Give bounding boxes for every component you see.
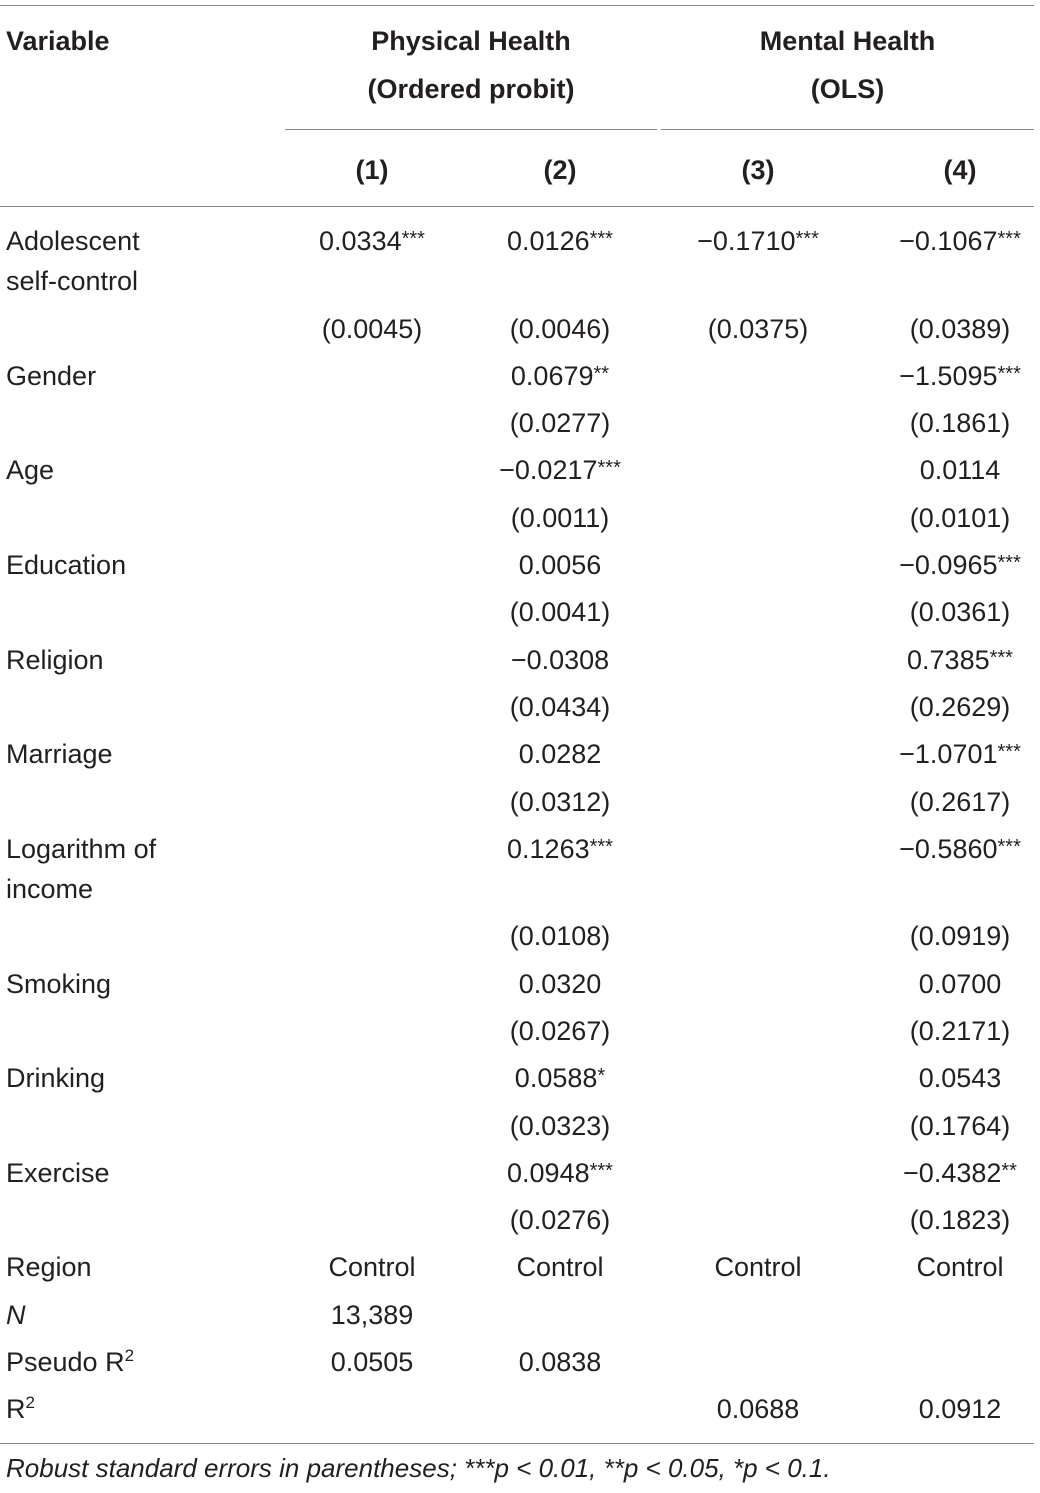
significance-stars: *** — [597, 457, 621, 480]
coef-value: 0.0700 — [918, 968, 1002, 999]
std-error-cell: (0.2171) — [909, 1015, 1011, 1046]
row-label: Drinking — [6, 1063, 106, 1094]
significance-stars: *** — [997, 835, 1021, 858]
coef-cell — [860, 356, 1040, 396]
coef-cell — [860, 221, 1040, 261]
coef-cell — [860, 545, 1040, 585]
coef-value: 0.0679 — [510, 360, 594, 391]
col-1-header: (1) — [355, 155, 389, 185]
stat-value: 0.0688 — [716, 1394, 800, 1425]
std-error-cell: (0.0277) — [509, 408, 611, 439]
coef-cell — [460, 829, 660, 869]
std-error-cell: (0.0434) — [509, 691, 611, 722]
stat-label-text: N — [6, 1299, 26, 1330]
coef-value: −0.0308 — [510, 644, 610, 675]
coef-cell — [460, 964, 660, 1004]
coef-value: 0.0056 — [518, 550, 602, 580]
coef-cell — [460, 450, 660, 490]
std-error-cell: (0.0389) — [909, 313, 1011, 344]
significance-stars: ** — [1001, 1159, 1017, 1182]
coef-cell — [460, 1153, 660, 1193]
group2-subtitle: (OLS) — [810, 74, 885, 104]
significance-stars: * — [597, 1065, 606, 1088]
stat-value: Control — [328, 1252, 416, 1283]
coef-cell — [658, 221, 858, 261]
std-error-cell: (0.0041) — [509, 597, 611, 628]
superscript: 2 — [25, 1393, 35, 1413]
row-label: self-control — [6, 266, 139, 296]
coef-cell — [860, 829, 1040, 869]
std-error-cell: (0.0276) — [509, 1205, 611, 1236]
significance-stars: *** — [997, 228, 1021, 250]
stat-value: Control — [714, 1252, 802, 1283]
col-4-header: (4) — [943, 155, 977, 185]
std-error-cell: (0.1861) — [909, 408, 1011, 439]
group1-subtitle: (Ordered probit) — [367, 74, 575, 104]
significance-stars: *** — [997, 741, 1021, 764]
std-error-cell: (0.0101) — [909, 502, 1011, 533]
coef-value: −1.5095 — [899, 360, 998, 391]
coef-cell — [860, 450, 1040, 490]
significance-stars: ** — [593, 362, 610, 385]
coef-value: 0.0948 — [507, 1157, 590, 1188]
significance-stars: *** — [795, 228, 819, 250]
stat-label-text: Pseudo R — [6, 1347, 125, 1377]
std-error-cell: (0.0267) — [509, 1015, 611, 1046]
group1-title: Physical Health — [371, 26, 571, 56]
std-error-cell: (0.2629) — [909, 691, 1011, 722]
stat-value: 0.0505 — [330, 1347, 414, 1377]
significance-stars: *** — [989, 646, 1013, 669]
std-error-cell: (0.0375) — [707, 313, 809, 344]
coef-value: 0.7385 — [907, 644, 990, 675]
coef-value: −0.5860 — [899, 833, 998, 864]
std-error-cell: (0.1764) — [909, 1110, 1011, 1141]
coef-value: −0.4382 — [903, 1157, 1002, 1188]
top-rule — [0, 5, 1034, 6]
std-error-cell: (0.2617) — [909, 786, 1011, 817]
coef-value: 0.0320 — [518, 968, 602, 999]
coef-value: −0.0965 — [899, 550, 998, 580]
stat-value: 0.0838 — [518, 1347, 602, 1377]
stat-label — [6, 1295, 26, 1335]
group2-underline — [661, 129, 1034, 130]
significance-stars: *** — [997, 362, 1021, 385]
stat-value: 0.0912 — [918, 1394, 1002, 1425]
superscript: 2 — [124, 1346, 135, 1365]
coef-value: 0.0282 — [518, 739, 602, 770]
significance-stars: *** — [401, 228, 425, 250]
stat-value: Control — [516, 1252, 604, 1283]
stat-value: Control — [916, 1252, 1004, 1283]
std-error-cell: (0.0312) — [509, 786, 611, 817]
std-error-cell: (0.0323) — [509, 1110, 611, 1141]
coef-value: 0.0114 — [919, 455, 1001, 486]
coef-cell — [460, 545, 660, 585]
significance-stars: *** — [589, 228, 613, 250]
coef-value: 0.0588 — [514, 1063, 598, 1094]
stat-value: 13,389 — [330, 1299, 414, 1330]
coef-cell — [460, 1058, 660, 1098]
coef-value: −1.0701 — [899, 739, 998, 770]
std-error-cell: (0.0011) — [510, 502, 610, 533]
col-3-header: (3) — [741, 155, 775, 185]
coef-cell — [460, 640, 660, 680]
coef-value: −0.1067 — [899, 226, 998, 256]
std-error-cell: (0.0045) — [321, 313, 423, 344]
group1-underline — [285, 129, 657, 130]
stat-label-text: R — [6, 1394, 26, 1425]
row-label: Gender — [6, 360, 97, 391]
stat-label — [6, 1389, 35, 1429]
std-error-cell: (0.0361) — [909, 597, 1011, 628]
significance-stars: *** — [589, 835, 613, 858]
coef-cell — [860, 640, 1040, 680]
std-error-cell: (0.0108) — [509, 921, 611, 952]
coef-value: 0.0543 — [918, 1063, 1002, 1094]
table-bottom-rule — [0, 1443, 1034, 1444]
footnote: Robust standard errors in parentheses; ***p < 0.01, **p < 0.05, *p < 0.1. — [6, 1453, 831, 1483]
row-label: income — [6, 873, 94, 904]
header-variable: Variable — [6, 26, 110, 56]
row-label: Education — [6, 550, 127, 580]
std-error-cell: (0.1823) — [909, 1205, 1011, 1236]
coef-cell — [460, 734, 660, 774]
coef-value: −0.0217 — [499, 455, 598, 486]
coef-value: −0.1710 — [697, 226, 796, 256]
group2-title: Mental Health — [759, 26, 936, 56]
std-error-cell: (0.0919) — [909, 921, 1011, 952]
coef-value: 0.1263 — [507, 833, 590, 864]
coef-cell — [860, 1153, 1040, 1193]
header-bottom-rule — [0, 206, 1034, 207]
coef-value: 0.0334 — [319, 226, 402, 256]
coef-cell — [860, 1058, 1040, 1098]
significance-stars: *** — [997, 552, 1021, 574]
stat-label — [6, 1342, 134, 1382]
coef-cell — [460, 221, 660, 261]
coef-cell — [272, 221, 472, 261]
row-label: Adolescent — [6, 226, 140, 256]
row-label: Smoking — [6, 968, 112, 999]
row-label: Logarithm of — [6, 833, 157, 864]
col-2-header: (2) — [543, 155, 577, 185]
stat-label-text: Region — [6, 1252, 92, 1283]
row-label: Exercise — [6, 1157, 110, 1188]
coef-cell — [860, 964, 1040, 1004]
row-label: Age — [6, 455, 55, 486]
coef-value: 0.0126 — [507, 226, 590, 256]
std-error-cell: (0.0046) — [509, 313, 611, 344]
significance-stars: *** — [589, 1159, 613, 1182]
stat-label — [6, 1247, 92, 1287]
coef-cell — [460, 356, 660, 396]
coef-cell — [860, 734, 1040, 774]
row-label: Religion — [6, 644, 104, 675]
row-label: Marriage — [6, 739, 113, 770]
